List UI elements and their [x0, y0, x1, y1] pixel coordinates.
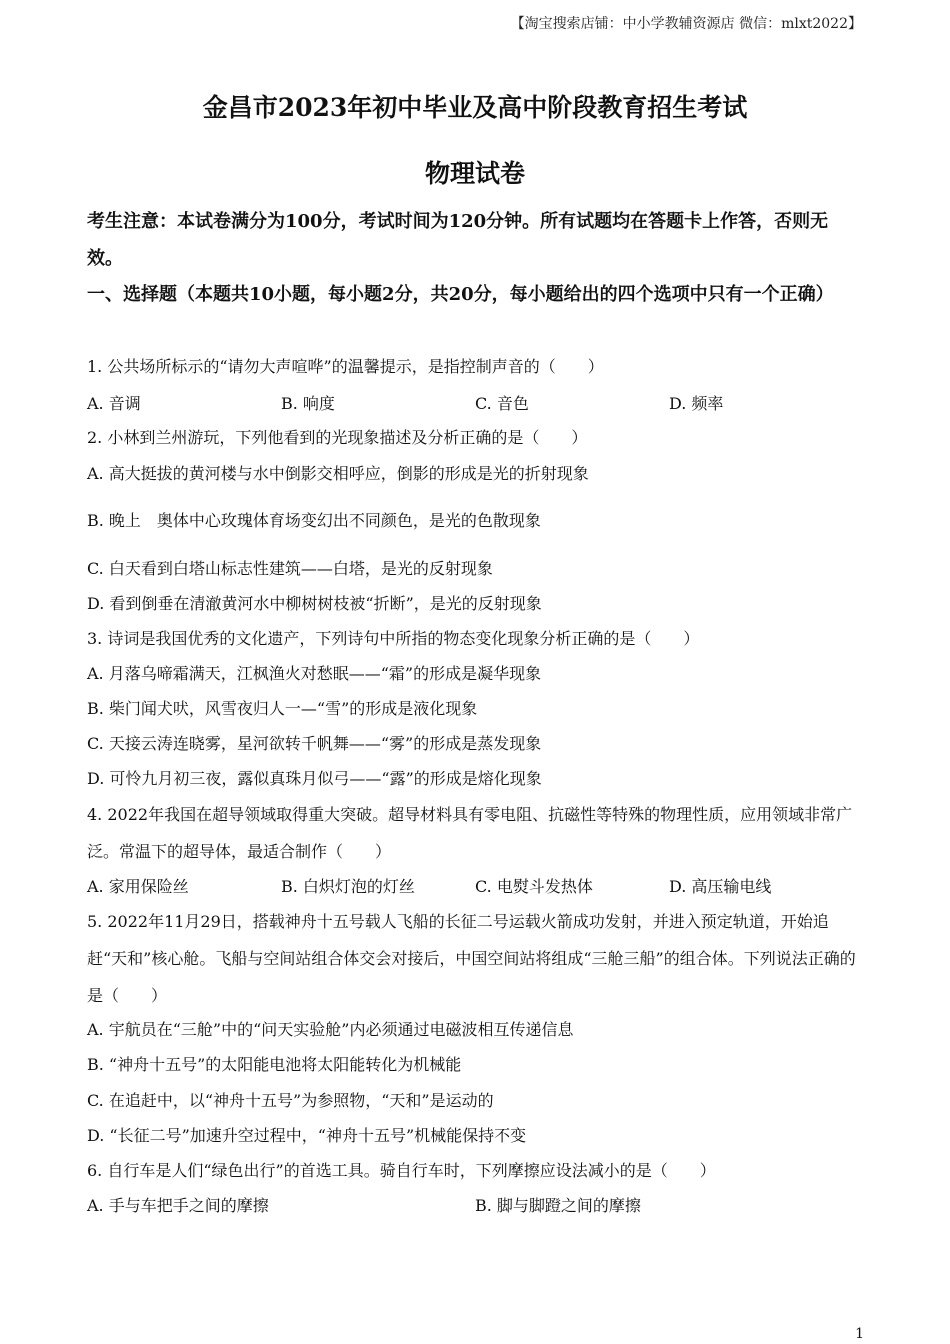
section-heading: 一、选择题（本题共10小题，每小题2分，共20分，每小题给出的四个选项中只有一个正确）: [87, 284, 834, 305]
question-1-option-d: D. 频率: [669, 394, 724, 413]
question-3-option-d: D. 可怜九月初三夜，露似真珠月似弓——“露”的形成是熔化现象: [87, 769, 542, 788]
question-3-option-c: C. 天接云涛连晓雾，星河欲转千帆舞——“雾”的形成是蒸发现象: [87, 734, 542, 753]
question-4-option-c: C. 电熨斗发热体: [475, 877, 593, 896]
question-4-option-d: D. 高压输电线: [669, 877, 772, 896]
question-5-option-b: B. “神舟十五号”的太阳能电池将太阳能转化为机械能: [87, 1055, 462, 1074]
question-2-stem: 2. 小林到兰州游玩，下列他看到的光现象描述及分析正确的是（ ）: [87, 428, 588, 447]
question-3-stem: 3. 诗词是我国优秀的文化遗产，下列诗句中所指的物态变化现象分析正确的是（ ）: [87, 629, 700, 648]
question-4-stem: 4. 2022年我国在超导领域取得重大突破。超导材料具有零电阻、抗磁性等特殊的物理性质，应用领域非常广泛。常温下的超导体，最适合制作（ ）: [87, 805, 853, 861]
question-5-option-c: C. 在追赶中，以“神舟十五号”为参照物，“天和”是运动的: [87, 1091, 494, 1110]
question-2-option-a: A. 高大挺拔的黄河楼与水中倒影交相呼应，倒影的形成是光的折射现象: [87, 464, 589, 483]
page-number: 1: [855, 1326, 864, 1342]
question-5-option-a: A. 宇航员在“三舱”中的“问天实验舱”内必须通过电磁波相互传递信息: [87, 1020, 574, 1039]
question-4-option-a: A. 家用保险丝: [87, 877, 189, 896]
header-note: 【淘宝搜索店铺：中小学教辅资源店 微信：mlxt2022】: [510, 16, 862, 32]
exam-notice: 考生注意：本试卷满分为100分，考试时间为120分钟。所有试题均在答题卡上作答，否则无效。: [87, 211, 829, 269]
question-1-stem: 1. 公共场所标示的“请勿大声喧哗”的温馨提示，是指控制声音的（ ）: [87, 357, 604, 376]
question-2-option-c: C. 白天看到白塔山标志性建筑——白塔，是光的反射现象: [87, 559, 493, 578]
question-6-stem: 6. 自行车是人们“绿色出行”的首选工具。骑自行车时，下列摩擦应设法减小的是（ ）: [87, 1161, 716, 1180]
question-1-option-c: C. 音色: [475, 394, 529, 413]
question-3-option-a: A. 月落乌啼霜满天，江枫渔火对愁眠——“霜”的形成是凝华现象: [87, 664, 542, 683]
question-1-option-b: B. 响度: [281, 394, 335, 413]
question-4-option-b: B. 白炽灯泡的灯丝: [281, 877, 415, 896]
question-5-option-d: D. “长征二号”加速升空过程中，“神舟十五号”机械能保持不变: [87, 1126, 527, 1145]
question-3-option-b: B. 柴门闻犬吠，风雪夜归人一—“雪”的形成是液化现象: [87, 699, 478, 718]
question-1-option-a: A. 音调: [87, 394, 141, 413]
question-6-option-a: A. 手与车把手之间的摩擦: [87, 1196, 269, 1215]
question-5-stem: 5. 2022年11月29日，搭载神舟十五号载人飞船的长征二号运载火箭成功发射，并进入预定轨道，开始追赶“天和”核心舱。飞船与空间站组合体交会对接后，中国空间站将组成“三舱三船”的组合体。下列说法正确的是（ ）: [87, 912, 856, 1005]
exam-subtitle: 物理试卷: [424, 159, 525, 188]
question-6-option-b: B. 脚与脚蹬之间的摩擦: [475, 1196, 641, 1215]
question-2-option-b: B. 晚上 奥体中心玫瑰体育场变幻出不同颜色，是光的色散现象: [87, 511, 541, 530]
exam-title: 金昌市2023年初中毕业及高中阶段教育招生考试: [202, 93, 748, 122]
question-2-option-d: D. 看到倒垂在清澈黄河水中柳树树枝被“折断”，是光的反射现象: [87, 594, 542, 613]
